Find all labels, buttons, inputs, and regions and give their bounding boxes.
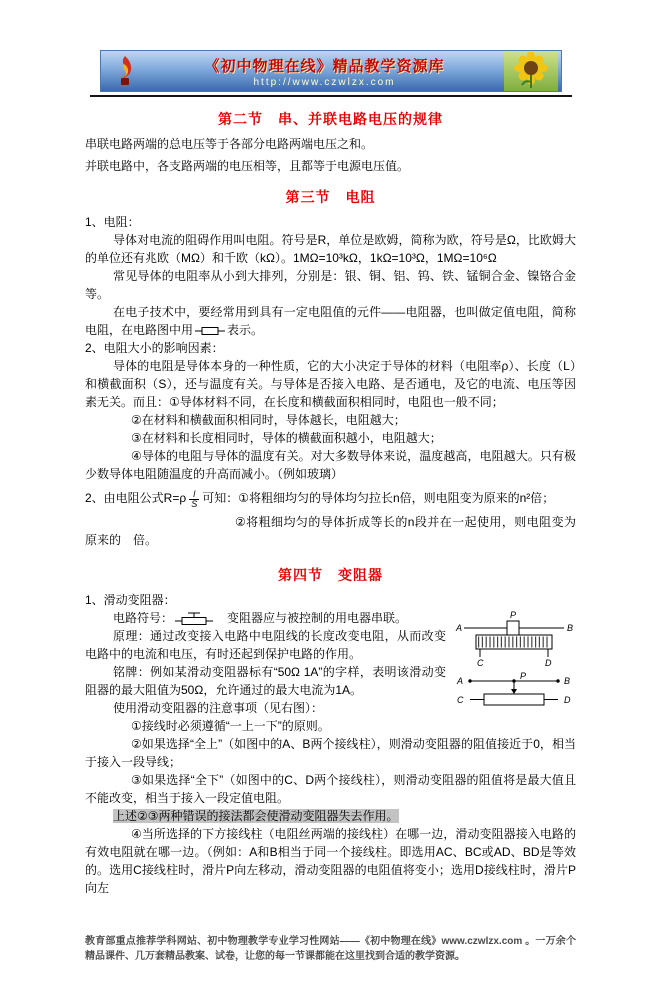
paragraph-usage-title: 使用滑动变阻器的注意事项（见右图）： — [113, 701, 324, 715]
sunflower-icon — [504, 51, 558, 91]
paragraph-warning — [85, 807, 576, 825]
paragraph-text: 在电子技术中，要经常用到具有一定电阻值的元件——电阻器，也叫做定值电阻，简称电阻，在电路图中用 — [85, 305, 576, 337]
paragraph-text: 可知：①将粗细均匀的导体均匀拉长n倍，则电阻变为原来的n²倍； — [202, 491, 555, 505]
paragraph-fixed-resistor — [85, 303, 576, 339]
paragraph-series-voltage: 串联电路两端的总电压等于各部分电路两端电压之和。 — [85, 137, 374, 151]
diagram-label-p-bottom: P — [520, 671, 527, 681]
diagram-label-d-bottom: D — [564, 695, 571, 705]
paragraph-factors: 导体的电阻是导体本身的一种性质，它的大小决定于导体的材料（电阻率ρ）、长度（L）和横截面积（S），还与温度有关。与导体是否接入电路、是否通电，及它的电流、电压等因素无关。而且：①导体材料不同，在长度和横截面积相同时，电阻也一般不同； — [85, 359, 576, 409]
diagram-label-b-bottom: B — [564, 676, 571, 686]
paragraph-resistivity-order: 常见导体的电阻率从小到大排列，分别是：银、铜、铝、钨、铁、锰铜合金、镍铬合金等。 — [85, 269, 576, 301]
torch-logo-icon — [104, 51, 146, 91]
diagram-label-b-top: B — [567, 623, 574, 633]
diagram-label-a-top: A — [456, 623, 463, 633]
banner-title: 《初中物理在线》精品教学资源库 — [204, 57, 445, 75]
section4-heading: 第四节 变阻器 — [278, 567, 383, 583]
rheostat-symbol-icon — [175, 611, 213, 626]
rheostat-diagram — [454, 609, 576, 713]
banner — [100, 50, 562, 92]
diagram-label-c-bottom: C — [457, 695, 464, 705]
item-resistance: 1、电阻： — [85, 215, 140, 229]
paragraph-formula — [85, 489, 576, 509]
paragraph-fold-wire: ②将粗细均匀的导体折成等长的n段并在一起使用，则电阻变为原来的 倍。 — [85, 515, 576, 547]
paragraph-nameplate: 铭牌：例如某滑动变阻器标有“50Ω 1A”的字样，表明该滑动变阻器的最大阻值为50Ω，允许通过的最大电流为1A。 — [85, 665, 446, 697]
resistor-symbol-icon — [195, 326, 225, 336]
paragraph-note-1: ①接线时必须遵循“一上一下”的原则。 — [131, 719, 330, 733]
paragraph-note-4: ④当所选择的下方接线柱（电阻丝两端的接线柱）在哪一边，滑动变阻器接入电路的有效电阻就在哪一边。（例如：A和B相当于同一个接线柱。即选用AC、BC或AD、BD是等效的。选用C接线柱时，滑片P向左移动，滑动变阻器的电阻值将变小；选用D接线柱时，滑片P向左 — [85, 827, 576, 895]
section3-heading: 第三节 电阻 — [285, 189, 376, 205]
fraction-l-over-s: $\frac{l}{S}$ — [191, 489, 198, 509]
item-sliding-rheostat: 1、滑动变阻器： — [85, 593, 176, 607]
paragraph-factor-4: ④导体的电阻与导体的温度有关。对大多数导体来说，温度越高，电阻越大。只有极少数导体电阻随温度的升高而减小。（例如玻璃） — [85, 449, 576, 481]
footer-text: 教育部重点推荐学科网站、初中物理教学专业学习性网站——《初中物理在线》www.czwlzx.com 。一万余个精品课件、几万套精品教案、试卷，让您的每一节课都能在这里找到合适的教学资源。 — [85, 936, 576, 962]
paragraph-note-2: ②如果选择“全上”（如图中的A、B两个接线柱），则滑动变阻器的阻值接近于0，相当于接入一段导线； — [85, 737, 576, 769]
item-resistance-factors: 2、电阻大小的影响因素： — [85, 341, 224, 355]
paragraph-principle: 原理：通过改变接入电路中电阻线的长度改变电阻，从而改变电路中的电流和电压，有时还起到保护电路的作用。 — [85, 629, 446, 661]
paragraph-factor-2: ②在材料和横截面积相同时，导体越长，电阻越大； — [131, 413, 406, 427]
document-body — [0, 97, 661, 897]
diagram-label-d-top: D — [545, 658, 552, 668]
paragraph-parallel-voltage: 并联电路中，各支路两端的电压相等，且都等于电源电压值。 — [85, 159, 410, 173]
paragraph-text: 电路符号： — [113, 611, 174, 625]
paragraph-resistance-def: 导体对电流的阻碍作用叫电阻。符号是R，单位是欧姆，简称为欧，符号是Ω，比欧姆大的单位还有兆欧（MΩ）和千欧（kΩ）。1MΩ=10³kΩ，1kΩ=10³Ω，1MΩ=10⁶Ω — [85, 233, 576, 265]
highlighted-warning-text: 上述②③两种错误的接法都会使滑动变阻器失去作用。 — [113, 809, 399, 823]
paragraph-text: 2、由电阻公式R=ρ — [85, 491, 187, 505]
section2-heading: 第二节 串、并联电路电压的规律 — [218, 111, 443, 127]
banner-text-block — [146, 55, 504, 88]
banner-url[interactable]: http://www.czwlzx.com — [253, 76, 396, 88]
paragraph-factor-3: ③在材料和长度相同时，导体的横截面积越小，电阻越大； — [131, 431, 442, 445]
diagram-label-p-top: P — [509, 610, 517, 620]
paragraph-text: 变阻器应与被控制的用电器串联。 — [215, 611, 408, 625]
diagram-label-c-top: C — [477, 658, 484, 668]
diagram-label-a-bottom: A — [457, 676, 464, 686]
page — [0, 50, 661, 962]
paragraph-note-3: ③如果选择“全下”（如图中的C、D两个接线柱），则滑动变阻器的阻值将是最大值且不能改变，相当于接入一段定值电阻。 — [85, 773, 576, 805]
paragraph-text: 表示。 — [227, 323, 264, 337]
